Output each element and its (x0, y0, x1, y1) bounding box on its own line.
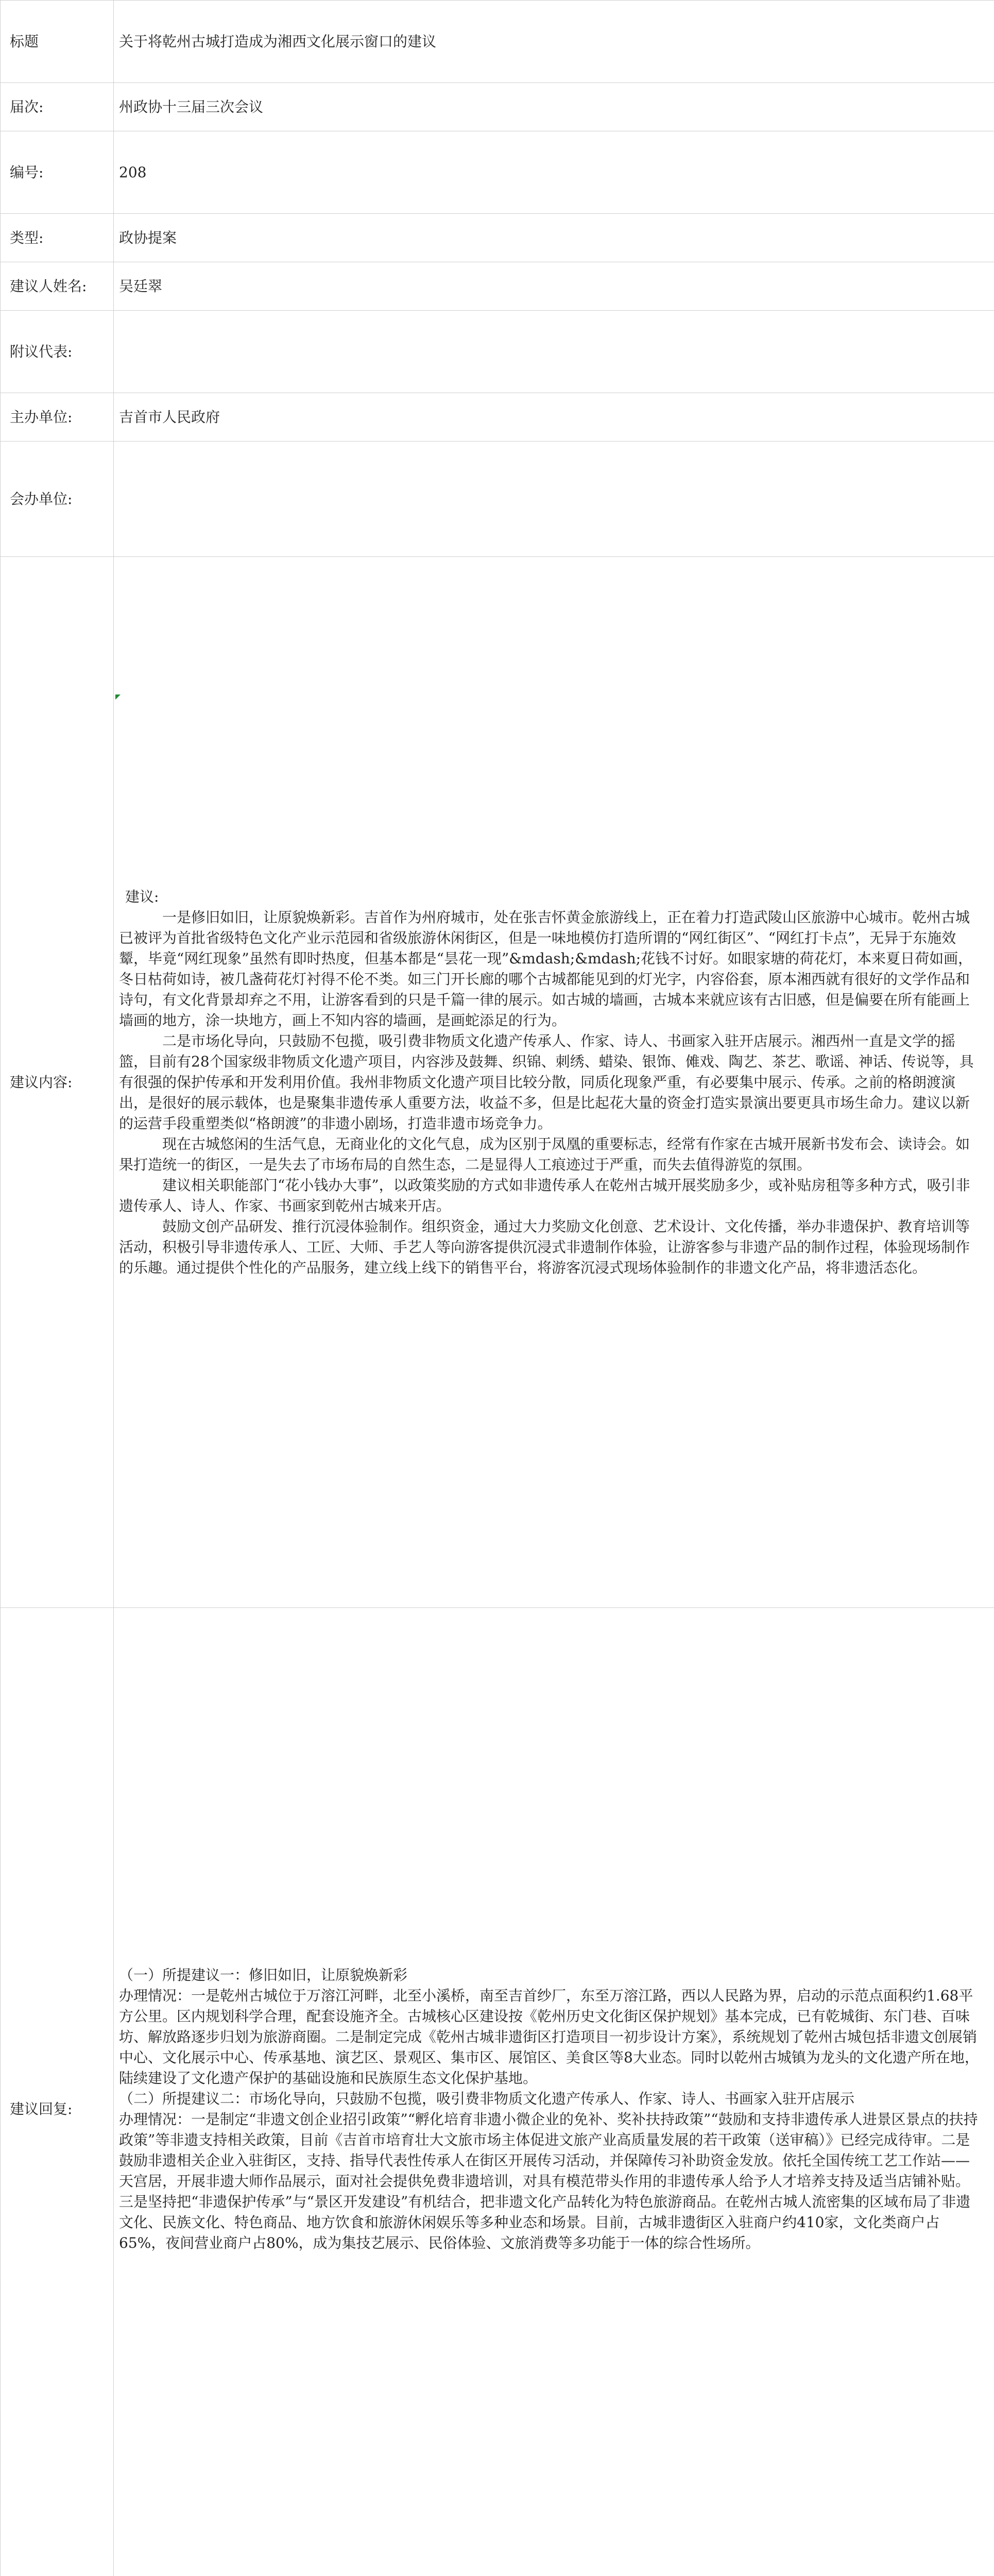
proposal-content (114, 557, 994, 1608)
title-label: 标题 (1, 1, 114, 83)
title-value: 关于将乾州古城打造成为湘西文化展示窗口的建议 (114, 1, 994, 83)
lead-unit-value: 吉首市人民政府 (114, 393, 994, 442)
row-lead-unit (1, 393, 994, 442)
lead-unit-label: 主办单位: (1, 393, 114, 442)
proposer-label: 建议人姓名: (1, 262, 114, 311)
row-reply (1, 1608, 994, 2576)
type-value: 政协提案 (114, 214, 994, 262)
row-title (1, 1, 994, 83)
reply-paragraph-2: 办理情况：一是乾州古城位于万溶江河畔，北至小溪桥，南至吉首纱厂，东至万溶江路，西以人民路为界，启动的示范点面积约1.68平方公里。区内规划科学合理，配套设施齐全。古城核心区建设按《乾州历史文化街区保护规划》基本完成，已有乾城街、东门巷、百味坊、解放路逐步归划为旅游商圈。二是制定完成《乾州古城非遗街区打造项目一初步设计方案》，系统规划了乾州古城包括非遗文创展销中心、文化展示中心、传承基地、演艺区、景观区、集市区、展馆区、美食区等8大业态。同时以乾州古城镇为龙头的文化遗产所在地，陆续建设了文化遗产保护的基础设施和民族原生态文化保护基地。 (119, 1987, 979, 2087)
row-session (1, 83, 994, 131)
row-number (1, 131, 994, 214)
row-proposer (1, 262, 994, 311)
proposer-value: 吴廷翠 (114, 262, 994, 311)
representatives-value (114, 311, 994, 393)
row-co-unit (1, 442, 994, 557)
cell-comment-flag-icon (115, 694, 121, 700)
reply-content (114, 1608, 994, 2576)
proposal-label: 建议内容: (1, 557, 114, 1608)
row-proposal (1, 557, 994, 1608)
representatives-label: 附议代表: (1, 311, 114, 393)
session-label: 届次: (1, 83, 114, 131)
reply-paragraph-1: （一）所提建议一：修旧如旧，让原貌焕新彩 (119, 1966, 408, 1984)
proposal-heading: 建议: (125, 888, 159, 905)
proposal-paragraph-3: 现在古城悠闲的生活气息，无商业化的文化气息，成为区别于凤凰的重要标志，经常有作家在古城开展新书发布会、读诗会。如果打造统一的街区，一是失去了市场布局的自然生态，二是显得人工痕迹过于严重，而失去值得游览的氛围。 (119, 1135, 970, 1173)
reply-paragraph-3: （二）所提建议二：市场化导向，只鼓励不包揽，吸引费非物质文化遗产传承人、作家、诗人、书画家入驻开店展示 (119, 2090, 855, 2107)
co-unit-label: 会办单位: (1, 442, 114, 557)
type-label: 类型: (1, 214, 114, 262)
number-value: 208 (114, 131, 994, 214)
row-representatives (1, 311, 994, 393)
proposal-paragraph-2: 二是市场化导向，只鼓励不包揽，吸引费非物质文化遗产传承人、作家、诗人、书画家入驻开店展示。湘西州一直是文学的摇篮，目前有28个国家级非物质文化遗产项目，内容涉及鼓舞、织锦、刺绣、蜡染、银饰、傩戏、陶艺、茶艺、歌谣、神话、传说等，具有很强的保护传承和开发利用价值。我州非物质文化遗产项目比较分散，同质化现象严重，有必要集中展示、传承。之前的格朗渡演出，是很好的展示载体，也是聚集非遗传承人重要方法，收益不多，但是比起花大量的资金打造实景演出要更具市场生命力。建议以新的运营手段重塑类似“格朗渡”的非遗小剧场，打造非遗市场竞争力。 (119, 1032, 974, 1132)
reply-paragraph-4: 办理情况：一是制定“非遗文创企业招引政策”“孵化培育非遗小微企业的免补、奖补扶持政策”“鼓励和支持非遗传承人进景区景点的扶持政策”等非遗支持相关政策，目前《吉首市培育壮大文旅市场主体促进文旅产业高质量发展的若干政策（送审稿）》已经完成待审。二是鼓励非遗相关企业入驻街区，支持、指导代表性传承人在街区开展传习活动，并保障传习补助资金发放。依托全国传统工艺工作站——天宫居，开展非遗大师作品展示，面对社会提供免费非遗培训，对具有模范带头作用的非遗传承人给予人才培养支持及适当店铺补贴。三是坚持把“非遗保护传承”与“景区开发建设”有机结合，把非遗文化产品转化为特色旅游商品。在乾州古城人流密集的区域布局了非遗文化、民族文化、特色商品、地方饮食和旅游休闲娱乐等多种业态和场景。目前，古城非遗街区入驻商户约410家，文化类商户占65%，夜间营业商户占80%，成为集技艺展示、民俗体验、文旅消费等多功能于一体的综合性场所。 (119, 2110, 978, 2251)
row-type (1, 214, 994, 262)
session-value: 州政协十三届三次会议 (114, 83, 994, 131)
proposal-paragraph-4: 建议相关职能部门“花小钱办大事”，以政策奖励的方式如非遗传承人在乾州古城开展奖励多少，或补贴房租等多种方式，吸引非遗传承人、诗人、作家、书画家到乾州古城来开店。 (119, 1176, 970, 1214)
number-label: 编号: (1, 131, 114, 214)
co-unit-value (114, 442, 994, 557)
reply-label: 建议回复: (1, 1608, 114, 2576)
proposal-paragraph-1: 一是修旧如旧，让原貌焕新彩。吉首作为州府城市，处在张吉怀黄金旅游线上，正在着力打造武陵山区旅游中心城市。乾州古城已被评为首批省级特色文化产业示范园和省级旅游休闲街区，但是一味地模仿打造所谓的“网红街区”、“网红打卡点”，无异于东施效颦，毕竟“网红现象”虽然有即时热度，但基本都是“昙花一现”&mdash;&mdash;花钱不讨好。如眼家塘的荷花灯，本来夏日荷如画，冬日枯荷如诗，被几盏荷花灯衬得不伦不类。如三门开长廊的哪个古城都能见到的灯光字，内容俗套，原本湘西就有很好的文学作品和诗句，有文化背景却弃之不用，让游客看到的只是千篇一律的展示。如古城的墙画，古城本来就应该有古旧感，但是偏要在所有能画上墙画的地方，涂一块地方，画上不知内容的墙画，是画蛇添足的行为。 (119, 908, 973, 1029)
proposal-paragraph-5: 鼓励文创产品研发、推行沉浸体验制作。组织资金，通过大力奖励文化创意、艺术设计、文化传播，举办非遗保护、教育培训等活动，积极引导非遗传承人、工匠、大师、手艺人等向游客提供沉浸式非遗制作体验，让游客参与非遗产品的制作过程，体验现场制作的乐趣。通过提供个性化的产品服务，建立线上线下的销售平台，将游客沉浸式现场体验制作的非遗文化产品，将非遗活态化。 (119, 1217, 970, 1276)
